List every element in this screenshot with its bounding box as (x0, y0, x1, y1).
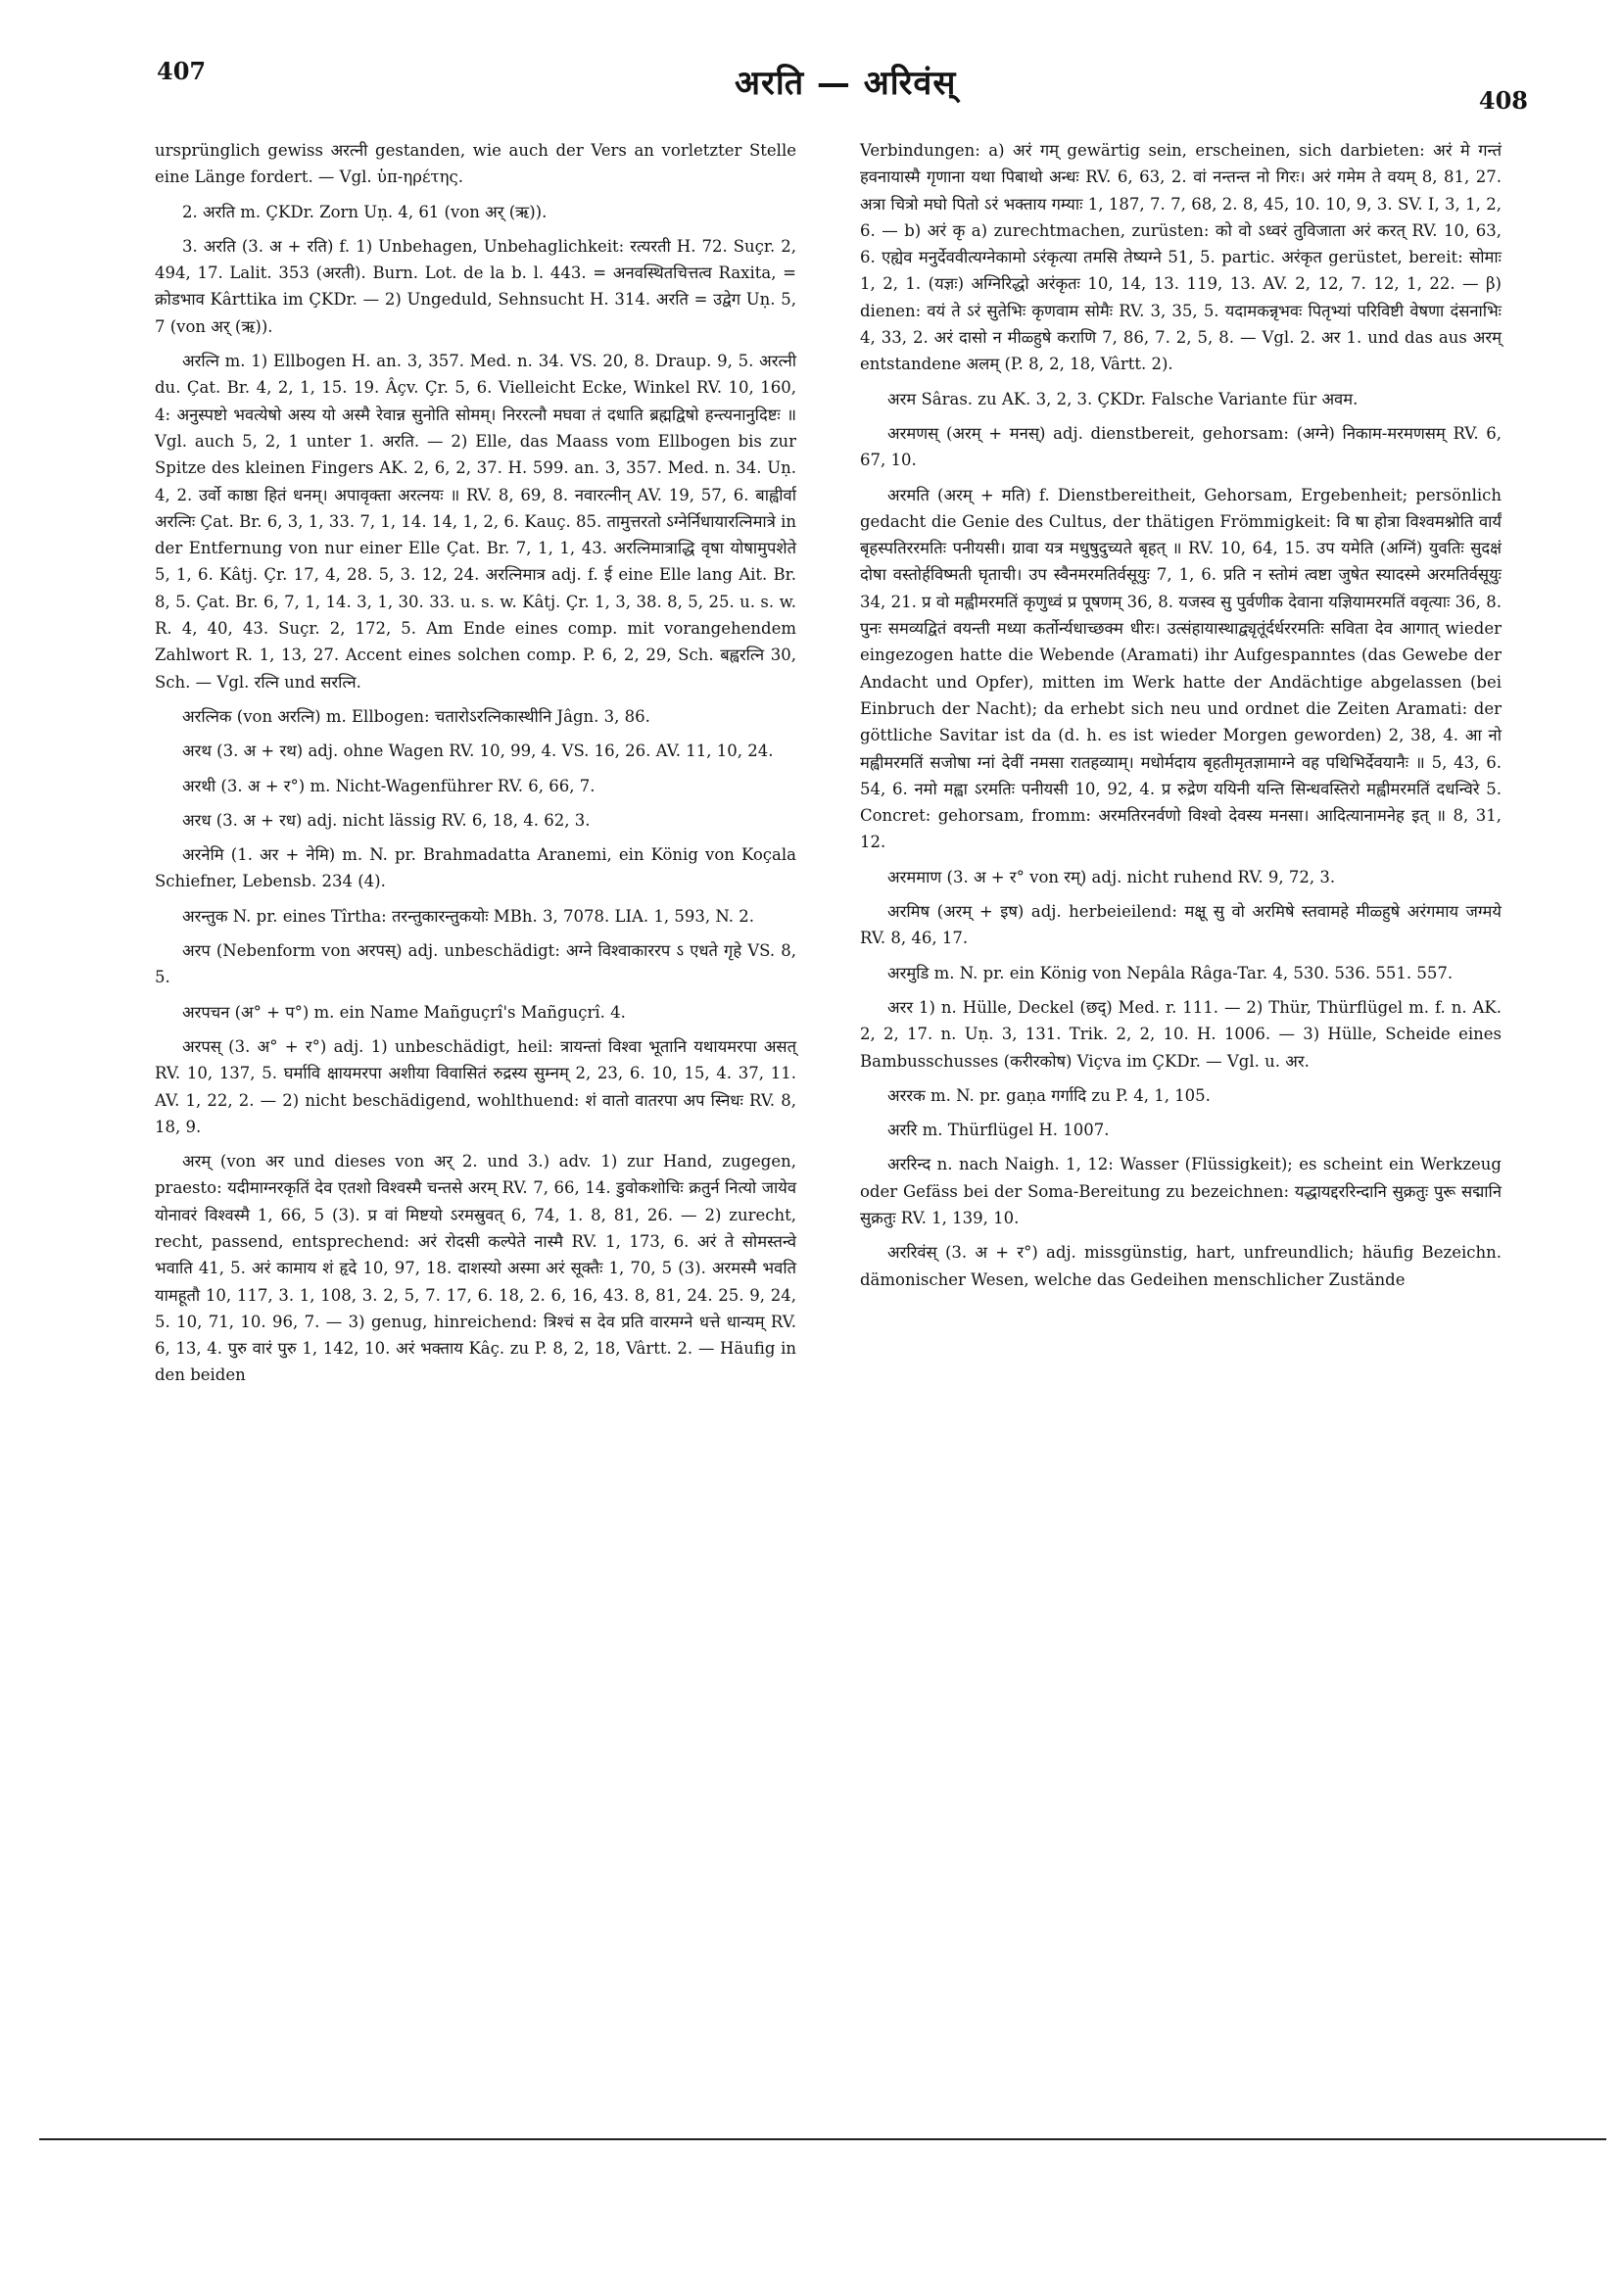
entry-text: अररिवंस् (3. अ + र°) adj. missgünstig, hart, unfreundlich; häufig Bezeichn. dämonischer Wesen, welche das Gedeihen menschlicher Zustände (860, 1243, 1502, 1289)
entry-text: अरध (3. अ + रध) adj. nicht lässig RV. 6, 18, 4. 62, 3. (182, 810, 591, 830)
entry-text: अरपस् (3. अ° + र°) adj. 1) unbeschädigt, heil: त्रायन्तां विश्वा भूतानि यथायमरपा असत् RV. 10, 137, 5. घर्मावि क्षायमरपा अशीया विवासितं रुद्रस्य सुम्नम् 2, 23, 6. 10, 15, 4. 37, 11. AV. 1, 22, 2. — 2) nicht beschädigend, wohlthuend: शं वातो वातरपा अप स्निधः RV. 8, 18, 9. (155, 1036, 796, 1136)
page-number-right: 408 (1478, 86, 1528, 115)
entry-text: अरपचन (अ° + प°) m. ein Name Mañguçrî's Mañguçrî. 4. (182, 1002, 626, 1022)
entry-text: अरथ (3. अ + रथ) adj. ohne Wagen RV. 10, 99, 4. VS. 16, 26. AV. 11, 10, 24. (182, 741, 774, 761)
right-column (860, 137, 1502, 1301)
entry-text: अरममाण (3. अ + र° von रम्) adj. nicht ruhend RV. 9, 72, 3. (887, 867, 1336, 886)
entry-text: 3. अरति (3. अ + रति) f. 1) Unbehagen, Unbehaglichkeit: रत्यरती H. 72. Suçr. 2, 494, 17. Lalit. 353 (अरती). Burn. Lot. de la b. l. 443. = अनवस्थितचित्तत्व Raxita, = क्रोडभाव Kârttika im ÇKDr. — 2) Ungeduld, Sehnsucht H. 314. अरति = उद्वेग Uṇ. 5, 7 (von अर् (ऋ)). (155, 236, 796, 336)
entry-text: अरत्निक (von अरत्नि) m. Ellbogen: चतारोऽरत्निकास्थीनि Jâgn. 3, 86. (182, 706, 650, 726)
entry-text: ursprünglich gewiss अरत्नी gestanden, wie auch der Vers an vorletzter Stelle eine Länge fordert. — Vgl. ὑπ-ηρέτης. (155, 141, 796, 187)
entry-text: अरमुडि m. N. pr. ein König von Nepâla Râga-Tar. 4, 530. 536. 551. 557. (887, 963, 1454, 982)
entry-text: अरमति (अरम् + मति) f. Dienstbereitheit, Gehorsam, Ergebenheit; persönlich gedacht die Genie des Cultus, der thätigen Frömmigkeit: वि षा होत्रा विश्वमश्नोति वार्यं बृहस्पतिररमतिः पनीयसी। ग्रावा यत्र मधुषुदुच्यते बृहत् ॥ RV. 10, 64, 15. उप यमेति (अग्निं) युवतिः सुदक्षं दोषा वस्तोर्हविष्मती घृताची। उप स्वैनमरमतिर्वसूयुः 7, 1, 6. प्रति न स्तोमं त्वष्टा जुषेत स्यादस्मे अरमतिर्वसूयुः 34, 21. प्र वो मह्वीमरमतिं कृणुध्वं प्र पूषणम् 36, 8. यजस्व सु पुर्वणीक देवाना यज्ञियामरमतिं ववृत्याः 36, 8. पुनः समव्यद्वितं वयन्ती मध्या कर्तोर्न्यधाच्छक्म धीरः। उत्संहायास्थाद्व्यृतूंर्दर्धररमतिः सविता देव आगात् wieder eingezogen hatte die Webende (Aramati) ihr Aufgespanntes (das Gewebe der Andacht und Opfer), mitten im Werk hatte der Andächtige abgelassen (bei Einbruch der Nacht); da erhebt sich neu und ordnet die Zeiten Aramati: der göttliche Savitar ist da (d. h. es ist wieder Morgen geworden) 2, 38, 4. आ नो मह्वीमरमतिं सजोषा ग्नां देवीं नमसा रातहव्याम्। मधोर्मदाय बृहतीमृतज्ञामाग्ने वह पथिभिर्देवयानैः ॥ 5, 43, 6. 54, 6. नमो मह्वा ऽरमतिः पनीयसी 10, 92, 4. प्र रुद्रेण ययिनी यन्ति सिन्धवस्तिरो मह्वीमरमतिं दधन्विरे 5. Concret: gehorsam, fromm: अरमतिरनर्वणो विश्वो देवस्य मनसा। आदित्यानामनेह इत् ॥ 8, 31, 12. (860, 485, 1502, 852)
entry-text: अररिन्द n. nach Naigh. 1, 12: Wasser (Flüssigkeit); es scheint ein Werkzeug oder Gefäss bei der Soma-Bereitung zu bezeichnen: यद्धायद्दररिन्दानि सुक्रतुः पुरू सद्मानि सुक्रतुः RV. 1, 139, 10. (860, 1155, 1502, 1227)
entry-text: अरम Sâras. zu AK. 3, 2, 3. ÇKDr. Falsche Variante für अवम. (887, 389, 1359, 408)
entry-text: अरमणस् (अरम् + मनस्) adj. dienstbereit, gehorsam: (अग्ने) निकाम-मरमणसम् RV. 6, 67, 10. (860, 423, 1502, 470)
left-column (155, 137, 796, 1397)
entry-text: अरन्तुक N. pr. eines Tîrtha: तरन्तुकारन्तुकयोः MBh. 3, 7078. LIA. 1, 593, N. 2. (182, 906, 754, 926)
running-head: अरति — अरिवंस् (735, 64, 957, 103)
entry-text: अररि m. Thürflügel H. 1007. (887, 1121, 1110, 1140)
entry-text: 2. अरति m. ÇKDr. Zorn Uṇ. 4, 61 (von अर् (ऋ)). (182, 202, 548, 221)
entry-text: अरनेमि (1. अर + नेमि) m. N. pr. Brahmadatta Aranemi, ein König von Koçala Schiefner, Lebensb. 234 (4). (155, 845, 796, 891)
entry-text: अरमिष (अरम् + इष) adj. herbeieilend: मक्षू सु वो अरमिषे स्तवामहे मीळ्हुषे अरंगमाय जग्मये RV. 8, 46, 17. (860, 902, 1502, 948)
entry-text: अरर 1) n. Hülle, Deckel (छद्) Med. r. 111. — 2) Thür, Thürflügel m. f. n. AK. 2, 2, 17. n. Uṇ. 3, 131. Trik. 2, 2, 10. H. 1006. — 3) Hülle, Scheide eines Bambusschusses (करीरकोष) Viçva im ÇKDr. — Vgl. u. अर. (860, 997, 1502, 1071)
entry-text: अरत्नि m. 1) Ellbogen H. an. 3, 357. Med. n. 34. VS. 20, 8. Draup. 9, 5. अरत्नी du. Çat. Br. 4, 2, 1, 15. 19. Âçv. Çr. 5, 6. Vielleicht Ecke, Winkel RV. 10, 160, 4: अनुस्पष्टो भवत्येषो अस्य यो अस्मै रेवान्न सुनोति सोमम्। निररत्नौ मघवा तं दधाति ब्रह्मद्विषो हन्त्यनानुदिष्टः ॥ Vgl. auch 5, 2, 1 unter 1. अरति. — 2) Elle, das Maass vom Ellbogen bis zur Spitze des kleinen Fingers AK. 2, 6, 2, 37. H. 599. an. 3, 357. Med. n. 34. Uṇ. 4, 2. उर्वो काष्ठा हितं धनम्। अपावृक्ता अरत्नयः ॥ RV. 8, 69, 8. नवारत्नीन् AV. 19, 57, 6. बाह्वीर्वा अरत्निः Çat. Br. 6, 3, 1, 33. 7, 1, 14. 14, 1, 2, 6. Kauç. 85. तामुत्तरतो ऽग्नेर्निधायारत्निमात्रे in der Entfernung von nur einer Elle Çat. Br. 7, 1, 1, 43. अरत्निमात्राद्धि वृषा योषामुपशेते 5, 1, 6. Kâtj. Çr. 17, 4, 28. 5, 3. 12, 24. अरत्निमात्र adj. f. ई eine Elle lang Ait. Br. 8, 5. Çat. Br. 6, 7, 1, 14. 3, 1, 30. 33. u. s. w. Kâtj. Çr. 1, 3, 38. 8, 5, 25. u. s. w. R. 4, 40, 43. Suçr. 2, 172, 5. Am Ende eines comp. mit vorangehendem Zahlwort R. 1, 13, 27. Accent eines solchen comp. P. 6, 2, 29, Sch. बह्वरत्नि 30, Sch. — Vgl. रत्नि und सरत्नि. (155, 352, 796, 692)
bottom-rule (39, 2138, 1606, 2140)
entry-text: अरथी (3. अ + र°) m. Nicht-Wagenführer RV. 6, 66, 7. (182, 776, 596, 795)
page-number-left: 407 (157, 57, 207, 85)
entry-text: अरम् (von अर und dieses von अर् 2. und 3.) adv. 1) zur Hand, zugegen, praesto: यदीमाग्नरकृतिं देव एतशो विश्वस्मै चन्तसे अरम् RV. 7, 66, 14. डुवोकशोचिः क्रतुर्न नित्यो जायेव योनावरं विश्वस्मै 1, 66, 5 (3). प्र वां मिष्टयो ऽरमस्रुवत् 6, 74, 1. 8, 81, 26. — 2) zurecht, recht, passend, entsprechend: अरं रोदसी कल्पेते नास्मै RV. 1, 173, 6. अरं ते सोमस्तन्वे भवाति 41, 5. अरं कामाय शं हृदे 10, 97, 18. दाशस्यो अस्मा अरं सूक्तैः 1, 70, 5 (3). अरमस्मै भवति यामहूतौ 10, 117, 3. 1, 108, 3. 2, 5, 7. 17, 6. 18, 2. 6, 16, 43. 8, 81, 24. 25. 9, 24, 5. 10, 71, 10. 96, 7. — 3) genug, hinreichend: त्रिश्चं स देव प्रति वारमग्ने धत्ते धान्यम् RV. 6, 13, 4. पुरु वारं पुरु 1, 142, 10. अरं भक्ताय Kâç. zu P. 8, 2, 18, Vârtt. 2. — Häufig in den beiden (155, 1152, 796, 1385)
entry-text: अररक m. N. pr. gaṇa गर्गादि zu P. 4, 1, 105. (887, 1085, 1211, 1105)
entry-text: अरप (Nebenform von अरपस्) adj. unbeschädigt: अग्ने विश्वाकाररप ऽ एधते गृहे VS. 8, 5. (155, 941, 796, 987)
entry-text: Verbindungen: a) अरं गम् gewärtig sein, erscheinen, sich darbieten: अरं मे गन्तं हवनायास्मै गृणाना यथा पिबाथो अन्धः RV. 6, 63, 2. वां नन्तन्त नो गिरः। अरं गमेम ते वयम् 8, 81, 27. अत्रा चित्रो मघो पितो ऽरं भक्ताय गम्याः 1, 187, 7. 7, 68, 2. 8, 45, 10. 10, 9, 3. SV. I, 3, 1, 2, 6. — b) अरं कृ a) zurechtmachen, zurüsten: को वो ऽध्वरं तुविजाता अरं करत् RV. 10, 63, 6. एह्येव मनुर्देववीत्यग्नेकामो ऽरंकृत्या तमसि तेष्यग्ने 51, 5. partic. अरंकृत gerüstet, bereit: सोमाः 1, 2, 1. (यज्ञः) अग्निरिद्धो अरंकृतः 10, 14, 13. 119, 13. AV. 2, 12, 7. 12, 1, 22. — β) dienen: वयं ते ऽरं सुतेभिः कृणवाम सोमैः RV. 3, 35, 5. यदामकन्नृभवः पितृभ्यां परिविष्टी वेषणा दंसनाभिः 4, 33, 2. अरं दासो न मीळ्हुषे कराणि 7, 86, 7. 2, 5, 8. — Vgl. 2. अर 1. und das aus अरम् entstandene अलम् (P. 8, 2, 18, Vârtt. 2). (860, 141, 1502, 374)
page-header (157, 57, 1528, 116)
